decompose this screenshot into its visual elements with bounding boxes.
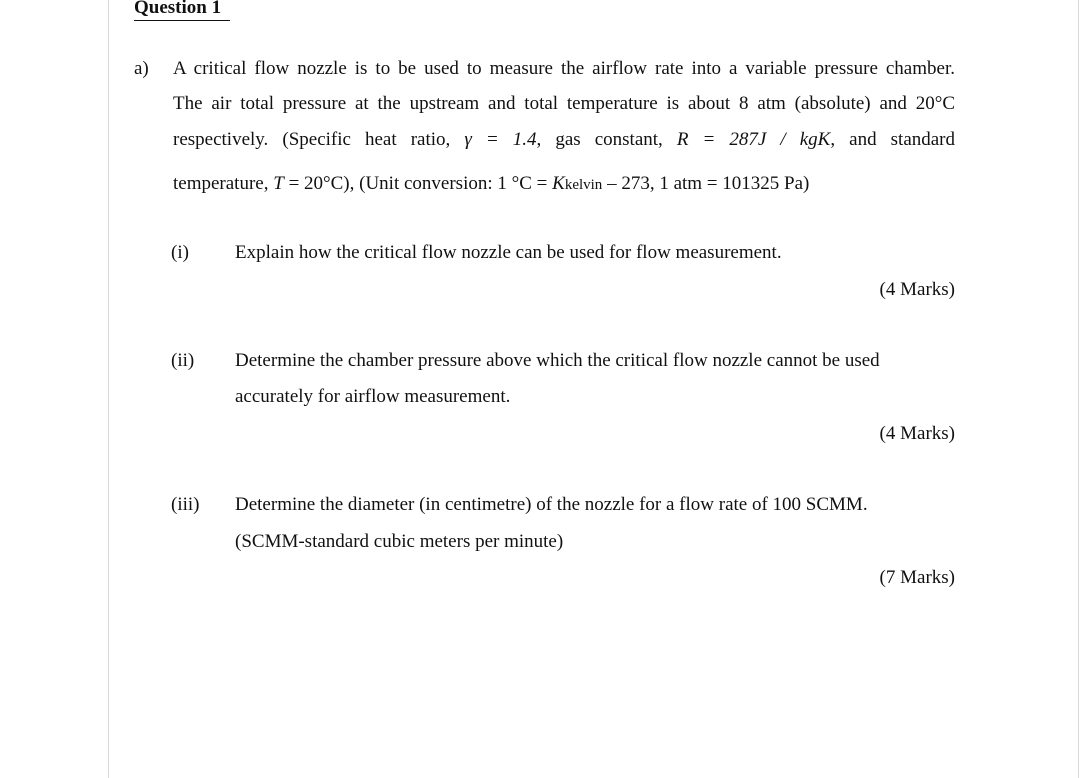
part-a-line-4-text-2: = 20°C), (Unit conversion: 1 °C = [283, 173, 548, 194]
part-a-line-3 [173, 128, 955, 152]
gamma-value: γ = 1.4 [464, 129, 537, 150]
gas-constant-value: R = 287J / kgK [676, 129, 831, 150]
part-a-line-2: The air total pressure at the upstream and total temperature is about 8 atm (absolute) and 20°C [173, 93, 955, 114]
subpart-iii-marks: (7 Marks) [879, 567, 955, 588]
part-a-line-4-text-1: temperature, [173, 173, 269, 194]
subpart-ii-marks: (4 Marks) [879, 423, 955, 444]
temperature-symbol: T [273, 173, 284, 194]
subpart-iii-line-2: (SCMM-standard cubic meters per minute) [235, 531, 564, 552]
part-a-line-3-text-1: respectively. (Specific heat ratio, [173, 129, 451, 150]
kelvin-subscript: kelvin [564, 177, 603, 193]
subpart-i-marks: (4 Marks) [879, 279, 955, 300]
part-a-line-1: A critical flow nozzle is to be used to measure the airflow rate into a variable pressure chamber. [173, 58, 955, 79]
part-a-line-3-text-2: , gas constant, [536, 129, 663, 150]
part-a-line-3-text-3: , and standard [830, 129, 956, 150]
subpart-iii-label: (iii) [171, 494, 200, 515]
subpart-ii-line-2: accurately for airflow measurement. [235, 386, 511, 407]
part-a-line-4 [173, 172, 955, 197]
part-a-label: a) [134, 58, 149, 79]
question-title-underline [134, 20, 230, 21]
kelvin-symbol: K [552, 173, 565, 194]
subpart-i-line-1: Explain how the critical flow nozzle can be used for flow measurement. [235, 242, 782, 263]
subpart-ii-line-1: Determine the chamber pressure above which the critical flow nozzle cannot be used [235, 350, 880, 371]
subpart-iii-line-1: Determine the diameter (in centimetre) of the nozzle for a flow rate of 100 SCMM. [235, 494, 868, 515]
part-a-line-4-text-3: – 273, 1 atm = 101325 Pa) [602, 173, 810, 194]
subpart-ii-label: (ii) [171, 350, 195, 371]
subpart-i-label: (i) [171, 242, 189, 263]
question-title: Question 1 [134, 0, 222, 18]
